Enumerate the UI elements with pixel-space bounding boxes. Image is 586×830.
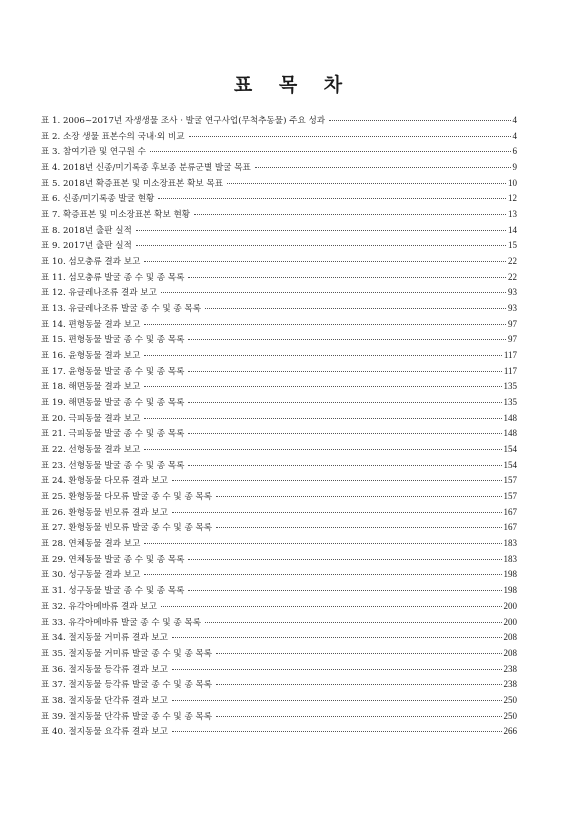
dot-leader: [144, 448, 501, 450]
toc-entry-label: 표 24. 환형동물 다모류 결과 보고: [41, 476, 168, 487]
toc-entry[interactable]: [41, 505, 517, 521]
toc-entry-page-number: 157: [503, 475, 517, 486]
toc-entry-label: 표 12. 유글레나조류 결과 보고: [41, 288, 157, 299]
toc-entry[interactable]: [41, 724, 517, 740]
toc-entry-label: 표 18. 해면동물 결과 보고: [41, 382, 141, 393]
toc-entry[interactable]: [41, 254, 517, 270]
dot-leader: [216, 526, 501, 528]
dot-leader: [144, 354, 502, 356]
toc-entry-label: 표 6. 신종/미기록종 발굴 현황: [41, 194, 155, 205]
toc-entry-label: 표 22. 선형동물 결과 보고: [41, 445, 141, 456]
toc-entry-label: 표 37. 절지동물 등각류 발굴 종 수 및 종 목록: [41, 680, 213, 691]
toc-entry-label: 표 21. 극피동물 발굴 종 수 및 종 목록: [41, 429, 185, 440]
toc-entry[interactable]: [41, 144, 517, 160]
toc-entry-label: 표 8. 2018년 출판 실적: [41, 225, 132, 236]
toc-entry[interactable]: [41, 458, 517, 474]
toc-entry[interactable]: [41, 160, 517, 176]
dot-leader: [144, 417, 501, 419]
toc-entry-page-number: 250: [503, 694, 517, 705]
toc-entry-label: 표 34. 절지동물 거미류 결과 보고: [41, 633, 168, 644]
toc-entry-label: 표 25. 환형동물 다모류 발굴 종 수 및 종 목록: [41, 492, 213, 503]
toc-entry-page-number: 97: [508, 334, 517, 345]
toc-entry-label: 표 26. 환형동물 빈모류 결과 보고: [41, 507, 168, 518]
dot-leader: [172, 511, 502, 513]
toc-entry[interactable]: [41, 317, 517, 333]
toc-entry-page-number: 4: [512, 130, 517, 141]
toc-entry-page-number: 200: [503, 600, 517, 611]
toc-entry-label: 표 3. 참여기관 및 연구원 수: [41, 147, 146, 158]
toc-entry-page-number: 117: [503, 350, 517, 361]
toc-entry-page-number: 148: [503, 428, 517, 439]
toc-entry-label: 표 13. 유글레나조류 발굴 종 수 및 종 목록: [41, 304, 202, 315]
dot-leader: [172, 699, 502, 701]
toc-entry-page-number: 93: [508, 287, 517, 298]
toc-entry-label: 표 17. 윤형동물 발굴 종 수 및 종 목록: [41, 366, 185, 377]
toc-entry[interactable]: [41, 552, 517, 568]
toc-entry[interactable]: [41, 411, 517, 427]
toc-entry-label: 표 16. 윤형동물 결과 보고: [41, 351, 141, 362]
toc-entry-page-number: 200: [503, 616, 517, 627]
toc-entry[interactable]: [41, 677, 517, 693]
toc-entry[interactable]: [41, 238, 517, 254]
toc-entry-page-number: 135: [503, 397, 517, 408]
dot-leader: [172, 636, 502, 638]
toc-entry[interactable]: [41, 176, 517, 192]
toc-entry-page-number: 238: [503, 663, 517, 674]
toc-entry[interactable]: [41, 207, 517, 223]
toc-entry-label: 표 35. 절지동물 거미류 발굴 종 수 및 종 목록: [41, 648, 213, 659]
toc-entry[interactable]: [41, 426, 517, 442]
toc-entry-page-number: 208: [503, 647, 517, 658]
toc-entry-page-number: 97: [508, 318, 517, 329]
toc-entry-label: 표 36. 절지동물 등각류 결과 보고: [41, 664, 168, 675]
toc-entry-page-number: 15: [508, 240, 517, 251]
dot-leader: [188, 338, 506, 340]
toc-entry-page-number: 9: [512, 162, 517, 173]
dot-leader: [227, 182, 506, 184]
toc-entry-label: 표 31. 성구동물 발굴 종 수 및 종 목록: [41, 586, 185, 597]
toc-entry[interactable]: [41, 646, 517, 662]
dot-leader: [172, 730, 502, 732]
dot-leader: [144, 385, 501, 387]
toc-entry-label: 표 1. 2006~2017년 자생생물 조사 · 발굴 연구사업(무척추동물) 주요 성과: [41, 116, 326, 126]
toc-entry-label: 표 10. 섬모충류 결과 보고: [41, 257, 141, 268]
dot-leader: [216, 495, 501, 497]
toc-entry-label: 표 14. 편형동물 결과 보고: [41, 319, 141, 330]
toc-entry[interactable]: [41, 520, 517, 536]
dot-leader: [188, 276, 506, 278]
toc-entry-page-number: 250: [503, 710, 517, 721]
toc-entry-label: 표 4. 2018년 신종/미기록종 후보종 분류군별 발굴 목표: [41, 163, 251, 174]
toc-entry[interactable]: [41, 693, 517, 709]
toc-entry[interactable]: [41, 662, 517, 678]
dot-leader: [188, 464, 501, 466]
toc-entry-label: 표 19. 해면동물 발굴 종 수 및 종 목록: [41, 398, 185, 409]
toc-entry-page-number: 117: [503, 365, 517, 376]
toc-entry-page-number: 167: [503, 506, 517, 517]
dot-leader: [136, 244, 506, 246]
toc-entry-page-number: 22: [508, 256, 517, 267]
toc-entry-page-number: 6: [512, 146, 517, 157]
toc-entry[interactable]: [41, 270, 517, 286]
toc-entry-label: 표 23. 선형동물 발굴 종 수 및 종 목록: [41, 460, 185, 471]
toc-entry[interactable]: [41, 301, 517, 317]
toc-entry-label: 표 29. 연체동물 발굴 종 수 및 종 목록: [41, 554, 185, 565]
toc-entry-page-number: 154: [503, 444, 517, 455]
toc-entry-label: 표 9. 2017년 출판 실적: [41, 241, 132, 252]
toc-entry-label: 표 11. 섬모충류 발굴 종 수 및 종 목록: [41, 272, 185, 283]
toc-entry[interactable]: [41, 615, 517, 631]
toc-entry-label: 표 39. 절지동물 단각류 발굴 종 수 및 종 목록: [41, 711, 213, 722]
dot-leader: [216, 715, 501, 717]
toc-entry[interactable]: [41, 285, 517, 301]
toc-entry-label: 표 38. 절지동물 단각류 결과 보고: [41, 695, 168, 706]
toc-entry-label: 표 30. 성구동물 결과 보고: [41, 570, 141, 581]
toc-entry[interactable]: [41, 379, 517, 395]
toc-entry-page-number: 198: [503, 585, 517, 596]
toc-entry-page-number: 12: [508, 193, 517, 204]
dot-leader: [188, 589, 501, 591]
page-title: 표 목 차: [233, 74, 353, 96]
toc-entry-label: 표 20. 극피동물 결과 보고: [41, 413, 141, 424]
dot-leader: [144, 323, 506, 325]
dot-leader: [216, 683, 501, 685]
dot-leader: [189, 135, 511, 137]
dot-leader: [144, 573, 501, 575]
toc-entry-label: 표 27. 환형동물 빈모류 발굴 종 수 및 종 목록: [41, 523, 213, 534]
dot-leader: [188, 370, 501, 372]
toc-entry-label: 표 2. 소장 생물 표본수의 국내·외 비교: [41, 131, 185, 142]
toc-entry-label: 표 5. 2018년 확증표본 및 미소장표본 확보 목표: [41, 178, 224, 189]
toc-entry[interactable]: [41, 364, 517, 380]
dot-leader: [255, 166, 511, 168]
dot-leader: [194, 213, 506, 215]
toc-entry-page-number: 167: [503, 522, 517, 533]
dot-leader: [172, 668, 502, 670]
toc-entry[interactable]: [41, 348, 517, 364]
toc-entry-page-number: 183: [503, 538, 517, 549]
toc-entry-page-number: 183: [503, 553, 517, 564]
dot-leader: [161, 291, 506, 293]
toc-entry[interactable]: [41, 599, 517, 615]
toc-entry[interactable]: [41, 709, 517, 725]
dot-leader: [205, 621, 501, 623]
toc-entry-label: 표 32. 유각아메바류 결과 보고: [41, 601, 157, 612]
toc-entry-label: 표 15. 편형동물 발굴 종 수 및 종 목록: [41, 335, 185, 346]
toc-entry-label: 표 28. 연체동물 결과 보고: [41, 539, 141, 550]
dot-leader: [150, 150, 511, 152]
toc-entry-page-number: 198: [503, 569, 517, 580]
toc-entry-page-number: 10: [508, 177, 517, 188]
table-of-contents: [41, 113, 517, 740]
dot-leader: [158, 197, 506, 199]
toc-entry-page-number: 93: [508, 303, 517, 314]
toc-entry-page-number: 238: [503, 679, 517, 690]
toc-entry[interactable]: [41, 489, 517, 505]
toc-entry-page-number: 148: [503, 412, 517, 423]
dot-leader: [188, 558, 501, 560]
toc-entry[interactable]: [41, 395, 517, 411]
toc-entry[interactable]: [41, 442, 517, 458]
toc-entry[interactable]: [41, 583, 517, 599]
toc-entry-page-number: 154: [503, 459, 517, 470]
dot-leader: [136, 229, 506, 231]
dot-leader: [205, 307, 506, 309]
toc-entry-label: 표 33. 유각아메바류 발굴 종 수 및 종 목록: [41, 617, 202, 628]
toc-entry[interactable]: [41, 113, 517, 129]
toc-entry[interactable]: [41, 473, 517, 489]
toc-entry[interactable]: [41, 129, 517, 145]
dot-leader: [216, 652, 501, 654]
toc-entry-page-number: 135: [503, 381, 517, 392]
toc-entry-label: 표 40. 절지동물 요각류 결과 보고: [41, 727, 168, 738]
dot-leader: [144, 260, 506, 262]
dot-leader: [188, 432, 501, 434]
toc-entry-page-number: 13: [508, 209, 517, 220]
toc-entry[interactable]: [41, 191, 517, 207]
dot-leader: [144, 542, 501, 544]
toc-entry[interactable]: [41, 567, 517, 583]
dot-leader: [172, 479, 502, 481]
toc-entry-page-number: 266: [503, 726, 517, 737]
dot-leader: [161, 605, 502, 607]
toc-entry-page-number: 208: [503, 632, 517, 643]
toc-entry-page-number: 22: [508, 271, 517, 282]
toc-entry[interactable]: [41, 536, 517, 552]
dot-leader: [329, 119, 510, 121]
toc-entry-label: 표 7. 확증표본 및 미소장표본 확보 현황: [41, 210, 191, 221]
toc-entry[interactable]: [41, 630, 517, 646]
toc-entry-page-number: 14: [508, 224, 517, 235]
toc-entry[interactable]: [41, 332, 517, 348]
toc-entry-page-number: 157: [503, 491, 517, 502]
toc-entry[interactable]: [41, 223, 517, 239]
toc-entry-page-number: 4: [512, 115, 517, 125]
dot-leader: [188, 401, 501, 403]
